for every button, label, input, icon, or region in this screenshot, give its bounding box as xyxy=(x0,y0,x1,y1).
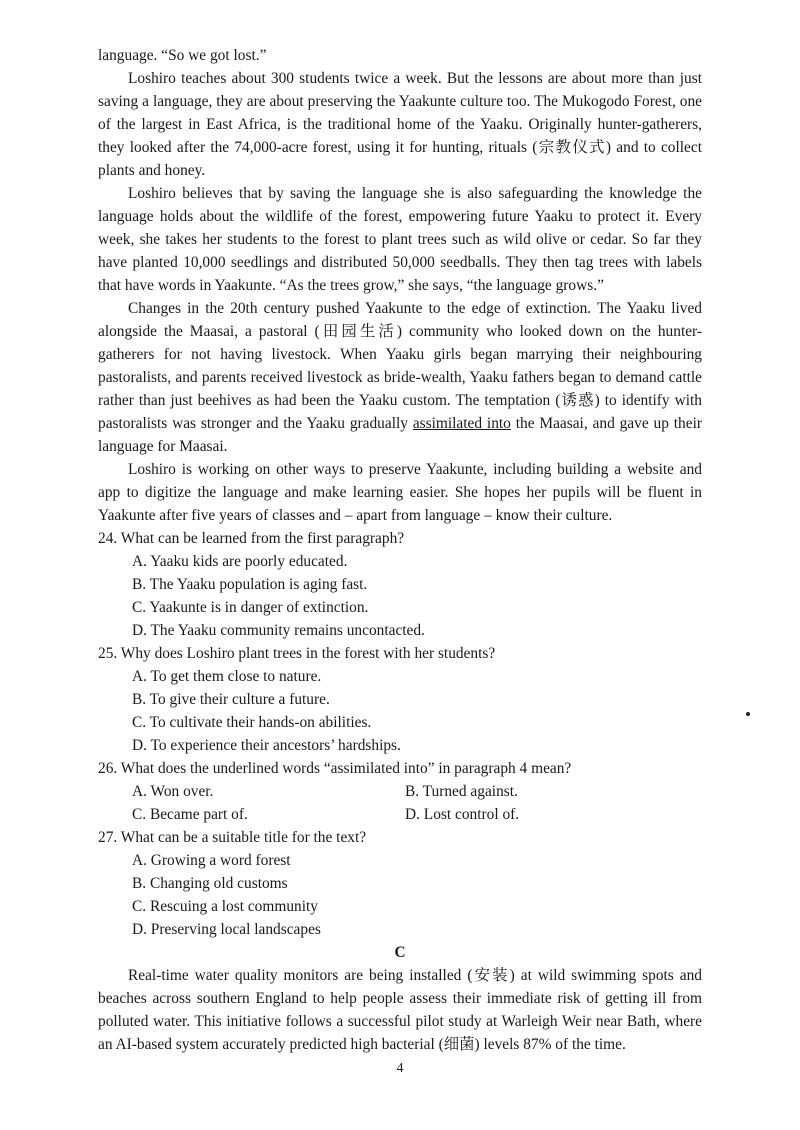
scan-speck xyxy=(746,712,750,716)
passage-b-paragraph-3: Loshiro believes that by saving the language she is also safeguarding the knowledge the language holds about the wildlife of the forest, empowering future Yaaku to protect it. Every week, she takes her students to the forest to plant trees such as wild olive or cedar. So far they have planted 10,000 seedlings and distributed 50,000 seedballs. They then tag trees with labels that have words in Yaakunte. “As the trees grow,” she says, “the language grows.” xyxy=(98,185,702,294)
question-24-option-d: D. The Yaaku community remains uncontacted. xyxy=(132,622,425,639)
question-24 xyxy=(98,527,702,642)
question-25-option-b: B. To give their culture a future. xyxy=(132,691,330,708)
question-27-option-b: B. Changing old customs xyxy=(132,875,288,892)
question-27 xyxy=(98,826,702,941)
passage-c-paragraph-1: Real-time water quality monitors are being installed (安装) at wild swimming spots and beaches across southern England to help people assess their immediate risk of getting ill from polluted water. This initiative follows a successful pilot study at Warleigh Weir near Bath, where an AI-based system accurately predicted high bacterial (细菌) levels 87% of the time. xyxy=(98,967,702,1053)
question-26-options-row-1 xyxy=(98,780,702,803)
question-26 xyxy=(98,757,702,826)
passage-b-paragraph-2: Loshiro teaches about 300 students twice a week. But the lessons are about more than just saving a language, they are about preserving the Yaakunte culture too. The Mukogodo Forest, one of the largest in East Africa, is the traditional home of the Yaaku. Originally hunter-gatherers, they looked after the 74,000-acre forest, using it for hunting, rituals (宗教仪式) and to collect plants and honey. xyxy=(98,70,702,179)
page-number: 4 xyxy=(396,1061,404,1076)
question-27-option-a: A. Growing a word forest xyxy=(132,852,291,869)
question-26-option-a: A. Won over. xyxy=(132,783,214,800)
passage-b-line-continuation: language. “So we got lost.” xyxy=(98,47,267,64)
question-26-options-row-2 xyxy=(98,803,702,826)
question-25-option-d: D. To experience their ancestors’ hardships. xyxy=(132,737,401,754)
question-26-option-c: C. Became part of. xyxy=(132,806,248,823)
question-25-option-c: C. To cultivate their hands-on abilities. xyxy=(132,714,372,731)
question-24-stem: 24. What can be learned from the first paragraph? xyxy=(98,530,405,547)
paragraph-4-text-before: Changes in the 20th century pushed Yaakunte to the edge of extinction. The Yaaku lived alongside the Maasai, a pastoral (田园生活) community who looked down on the hunter-gatherers for not having livestock. When Yaaku girls began marrying their neighbouring pastoralists, and parents received livestock as bride-wealth, Yaaku fathers began to demand cattle rather than just beehives as had been the Yaaku custom. The temptation (诱惑) to identify with pastoralists was stronger and the Yaaku gradually xyxy=(98,300,702,432)
question-26-option-b: B. Turned against. xyxy=(405,783,518,800)
passage-b-paragraph-5: Loshiro is working on other ways to preserve Yaakunte, including building a website and app to digitize the language and make learning easier. She hopes her pupils will be fluent in Yaakunte after five years of classes and – apart from language – know their culture. xyxy=(98,461,702,524)
question-24-option-c: C. Yaakunte is in danger of extinction. xyxy=(132,599,369,616)
question-27-option-d: D. Preserving local landscapes xyxy=(132,921,321,938)
question-25-stem: 25. Why does Loshiro plant trees in the forest with her students? xyxy=(98,645,496,662)
question-27-stem: 27. What can be a suitable title for the text? xyxy=(98,829,367,846)
paragraph-4-text-after: the Maasai, and gave up their language for Maasai. xyxy=(98,415,702,455)
question-25-option-a: A. To get them close to nature. xyxy=(132,668,322,685)
question-26-stem: 26. What does the underlined words “assimilated into” in paragraph 4 mean? xyxy=(98,760,572,777)
section-c-heading: C xyxy=(394,944,406,961)
underlined-words: assimilated into xyxy=(412,415,511,432)
passage-b-paragraph-4 xyxy=(98,297,702,458)
question-26-option-d: D. Lost control of. xyxy=(405,806,520,823)
question-27-option-c: C. Rescuing a lost community xyxy=(132,898,318,915)
question-24-option-b: B. The Yaaku population is aging fast. xyxy=(132,576,368,593)
passage-b xyxy=(98,44,702,1056)
question-24-option-a: A. Yaaku kids are poorly educated. xyxy=(132,553,348,570)
question-25 xyxy=(98,642,702,757)
